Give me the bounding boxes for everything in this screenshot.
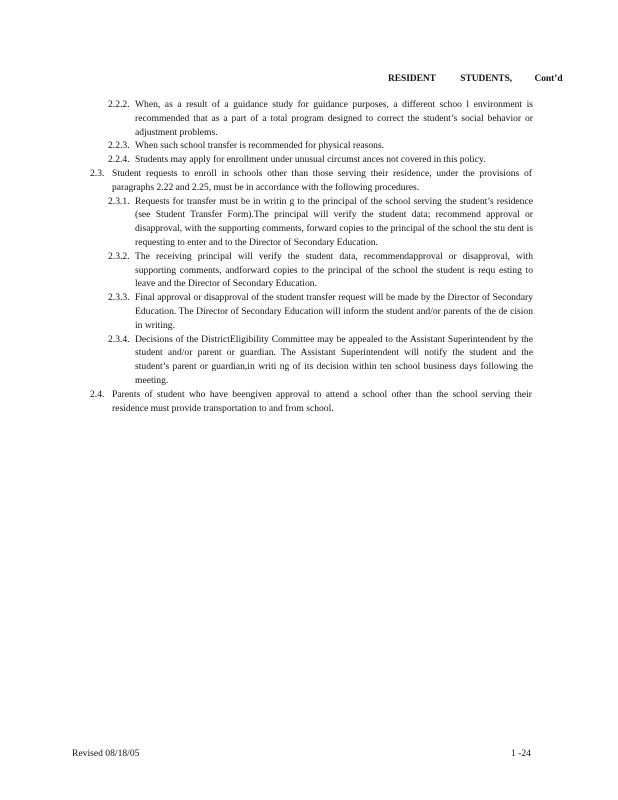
list-item	[0, 153, 618, 167]
footer-revised-date: Revised 08/18/05	[72, 748, 140, 759]
item-number: 2.3.1.	[108, 195, 130, 207]
document-body	[0, 98, 618, 415]
list-item	[0, 139, 618, 153]
item-number: 2.3.2.	[108, 250, 130, 262]
list-item	[0, 388, 618, 416]
item-text: When, as a result of a guidance study for guidance purposes, a different schoo l environment is recommended that as a part of a total program designed to correct the student’s social behavior or adjustment problems.	[135, 99, 533, 138]
list-item	[0, 250, 618, 291]
item-number: 2.3.	[90, 167, 105, 179]
item-number: 2.3.4.	[108, 333, 130, 345]
item-number: 2.2.3.	[108, 140, 130, 152]
footer-page-number: 1 -24	[511, 748, 531, 759]
item-text: Parents of student who have beengiven approval to attend a school other than the school serving their residence must provide transportation to and from school.	[112, 388, 532, 414]
list-item	[0, 98, 618, 139]
item-text: Final approval or disapproval of the student transfer request will be made by the Director of Secondary Education. The Director of Secondary Education will inform the student and/or parents of the de cision in writing.	[135, 292, 533, 331]
header-continued: Cont’d	[534, 74, 563, 84]
list-item	[0, 195, 618, 250]
item-number: 2.3.3.	[108, 292, 130, 304]
list-item	[0, 291, 618, 332]
item-text: Students may apply for enrollment under unusual circumst ances not covered in this policy.	[135, 154, 486, 166]
item-text: Requests for transfer must be in writin g to the principal of the school serving the student’s residence (see Student Transfer Form).The principal will verify the student data; recommend approval or disapproval, with the supporting comments, forward copies to the principal of the school the stu dent is requesting to enter and to the Director of Secondary Education.	[135, 195, 533, 248]
header-section: RESIDENT	[388, 74, 436, 84]
item-number: 2.4.	[90, 388, 105, 400]
header-subject: STUDENTS,	[460, 74, 513, 84]
list-item	[0, 167, 618, 195]
item-text: When such school transfer is recommended for physical reasons.	[135, 140, 385, 152]
item-text: Student requests to enroll in schools other than those serving their residence, under the provisions of paragraphs 2.22 and 2.25, must be in accordance with the following procedures.	[112, 167, 532, 193]
page-header	[388, 73, 563, 87]
item-number: 2.2.4.	[108, 154, 130, 166]
item-text: The receiving principal will verify the student data, recommendapproval or disapproval, with supporting comments, andforward copies to the principal of the school the student is requ esting to leave and the Director of Secondary Education.	[135, 250, 533, 290]
item-text: Decisions of the DistrictEligibility Committee may be appealed to the Assistant Superintendent by the student and/or parent or guardian. The Assistant Superintendent will notify the student and the student’s parent or guardian,in writi ng of its decision within ten school business days following the meeting.	[135, 333, 533, 386]
item-number: 2.2.2.	[108, 99, 130, 110]
list-item	[0, 333, 618, 388]
